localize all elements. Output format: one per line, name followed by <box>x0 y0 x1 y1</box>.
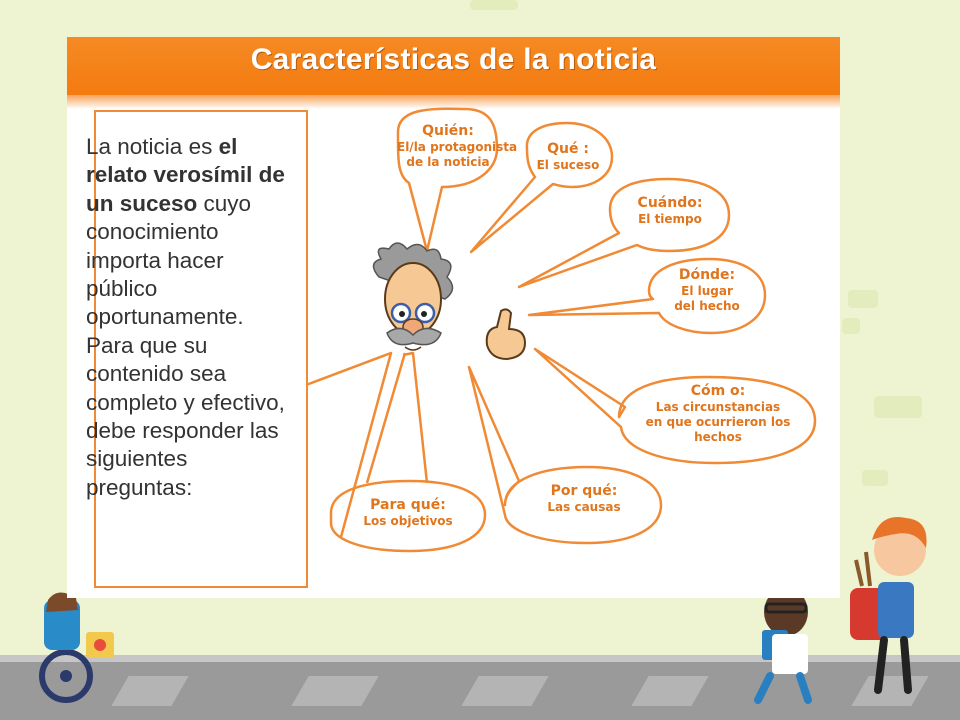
label-como <box>623 383 813 445</box>
label-cuando <box>610 195 730 227</box>
label-quien-answer-1: El/la protagonista <box>397 140 518 154</box>
label-quien-question: Quién: <box>422 123 474 139</box>
label-donde <box>649 267 765 314</box>
slide-title: Características de la noticia <box>250 43 657 76</box>
definition-part2: cuyo conocimiento importa hacer público oportunamente. Para que su contenido sea completo y efectivo, debe responder las siguientes preguntas: <box>86 190 285 500</box>
bg-shape <box>848 290 878 308</box>
label-que-question: Qué : <box>547 141 589 157</box>
bg-shape <box>842 318 860 334</box>
definition-part1: La noticia es <box>86 134 219 159</box>
label-cuando-question: Cuándo: <box>637 195 703 211</box>
label-porque-question: Por qué: <box>550 483 618 499</box>
bg-shape <box>862 470 888 486</box>
professor-icon <box>373 243 525 359</box>
label-donde-question: Dónde: <box>678 267 736 283</box>
label-cuando-answer-1: El tiempo <box>638 212 702 226</box>
label-que-answer-1: El suceso <box>536 158 600 172</box>
label-paraque-answer-1: Los objetivos <box>363 514 453 528</box>
label-quien <box>397 123 518 170</box>
bg-shape <box>470 0 518 10</box>
label-que <box>523 141 613 173</box>
label-como-answer-3: hechos <box>694 430 742 444</box>
label-paraque-question: Para qué: <box>370 497 446 513</box>
pointing-hand-icon <box>487 309 525 359</box>
label-donde-answer-2: del hecho <box>674 299 740 313</box>
label-paraque <box>333 497 483 529</box>
label-porque-answer-1: Las causas <box>547 500 621 514</box>
label-donde-answer-1: El lugar <box>681 284 733 298</box>
label-quien-answer-2: de la noticia <box>406 155 490 169</box>
bubble-paraque-tail <box>367 353 427 483</box>
definition-bold: el relato verosímil de un suceso <box>86 134 285 216</box>
label-como-answer-1: Las circunstancias <box>655 400 781 414</box>
label-porque <box>507 483 661 515</box>
label-como-question: Cóm o: <box>690 383 746 399</box>
slide <box>67 37 840 598</box>
label-como-answer-2: en que ocurrieron los <box>645 415 791 429</box>
bg-shape <box>874 396 922 418</box>
